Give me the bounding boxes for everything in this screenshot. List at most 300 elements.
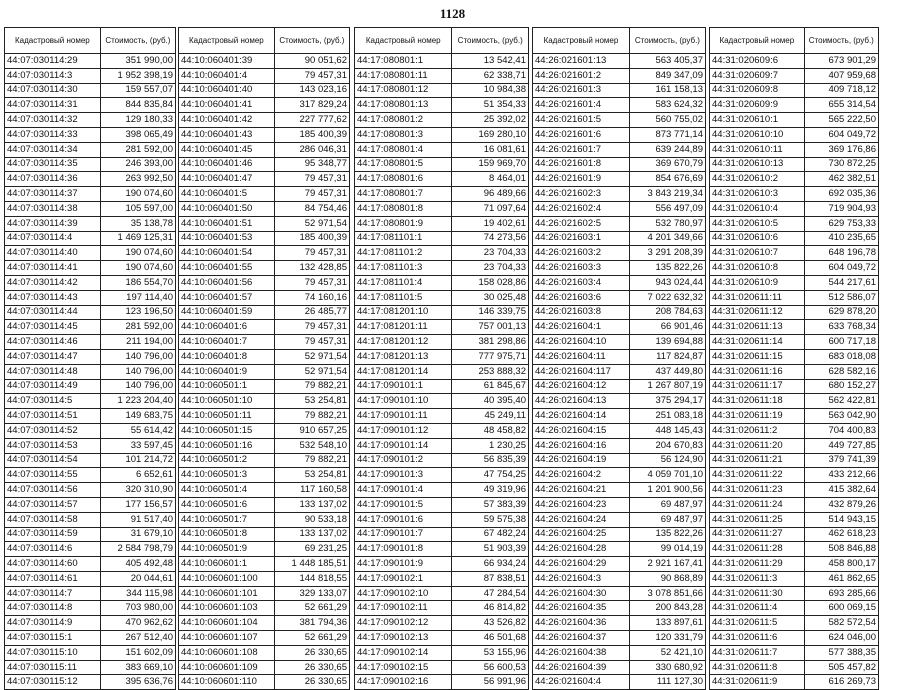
table-header-row [710, 28, 879, 54]
cadastral-number-cell: 44:07:030114:54 [5, 453, 101, 468]
cost-cell: 19 402,61 [452, 216, 529, 231]
cost-cell: 159 969,70 [452, 157, 529, 172]
table-row [710, 571, 879, 586]
cost-cell: 628 582,16 [804, 364, 878, 379]
table-row [533, 571, 706, 586]
cadastral-number-cell: 44:10:060401:4 [179, 68, 275, 83]
cadastral-number-cell: 44:10:060401:57 [179, 290, 275, 305]
table-row [355, 54, 529, 69]
table-row [355, 586, 529, 601]
table-row [5, 68, 176, 83]
table-row [533, 246, 706, 261]
cadastral-number-cell: 44:17:090101:11 [355, 409, 452, 424]
cost-cell: 383 669,10 [100, 660, 175, 675]
cadastral-number-cell: 44:10:060601:100 [179, 571, 275, 586]
table-row [5, 586, 176, 601]
table-row [533, 187, 706, 202]
cadastral-number-cell: 44:26:021604:29 [533, 557, 630, 572]
cadastral-number-cell: 44:10:060501:6 [179, 497, 275, 512]
table-row [5, 127, 176, 142]
cost-cell: 624 046,00 [804, 631, 878, 646]
cadastral-number-cell: 44:17:090101:7 [355, 527, 452, 542]
table-row [355, 616, 529, 631]
table-row [533, 157, 706, 172]
cost-cell: 117 160,58 [274, 483, 349, 498]
table-row [5, 409, 176, 424]
cost-cell: 208 784,63 [629, 305, 705, 320]
cadastral-number-cell: 44:17:090101:14 [355, 438, 452, 453]
cadastral-number-cell: 44:07:030114:47 [5, 349, 101, 364]
cost-cell: 33 597,45 [100, 438, 175, 453]
cadastral-number-cell: 44:17:080801:4 [355, 142, 452, 157]
table-row [355, 542, 529, 557]
cadastral-number-cell: 44:07:030114:41 [5, 261, 101, 276]
cost-table [532, 27, 706, 690]
cost-cell: 1 230,25 [452, 438, 529, 453]
cost-cell: 43 526,82 [452, 616, 529, 631]
table-row [5, 231, 176, 246]
table-row [5, 113, 176, 128]
cadastral-number-cell: 44:31:020611:18 [710, 394, 805, 409]
table-row [5, 527, 176, 542]
table-row [179, 305, 350, 320]
cost-cell: 512 586,07 [804, 290, 878, 305]
cadastral-number-cell: 44:17:081201:14 [355, 364, 452, 379]
cost-cell: 379 741,39 [804, 453, 878, 468]
table-row [533, 127, 706, 142]
cost-cell: 544 217,61 [804, 275, 878, 290]
table-row [355, 453, 529, 468]
table-row [533, 305, 706, 320]
cost-cell: 47 754,25 [452, 468, 529, 483]
cadastral-number-cell: 44:17:090101:1 [355, 379, 452, 394]
column-5 [709, 27, 879, 690]
cost-cell: 95 348,77 [274, 157, 349, 172]
cost-cell: 719 904,93 [804, 201, 878, 216]
cost-cell: 2 584 798,79 [100, 542, 175, 557]
cost-cell: 409 718,12 [804, 83, 878, 98]
cost-cell: 648 196,78 [804, 246, 878, 261]
cadastral-number-cell: 44:17:090101:12 [355, 423, 452, 438]
table-row [5, 83, 176, 98]
cadastral-number-cell: 44:07:030114:31 [5, 98, 101, 113]
table-row [710, 172, 879, 187]
cadastral-number-cell: 44:10:060601:101 [179, 586, 275, 601]
table-row [710, 231, 879, 246]
cadastral-number-cell: 44:10:060501:7 [179, 512, 275, 527]
cadastral-number-cell: 44:26:021604:15 [533, 423, 630, 438]
cadastral-number-cell: 44:31:020611:14 [710, 335, 805, 350]
cost-cell: 90 533,18 [274, 512, 349, 527]
table-row [533, 54, 706, 69]
cost-cell: 432 879,26 [804, 497, 878, 512]
cost-cell: 600 069,15 [804, 601, 878, 616]
cost-cell: 20 044,61 [100, 571, 175, 586]
cost-cell: 52 421,10 [629, 645, 705, 660]
table-row [5, 512, 176, 527]
cadastral-number-cell: 44:07:030114:45 [5, 320, 101, 335]
cadastral-number-cell: 44:07:030114:40 [5, 246, 101, 261]
table-row [5, 542, 176, 557]
table-row [5, 557, 176, 572]
cadastral-number-cell: 44:07:030114:8 [5, 601, 101, 616]
table-row [533, 453, 706, 468]
table-row [179, 320, 350, 335]
cost-cell: 449 727,85 [804, 438, 878, 453]
cadastral-number-cell: 44:26:021604:37 [533, 631, 630, 646]
cadastral-number-cell: 44:10:060401:55 [179, 261, 275, 276]
table-row [710, 290, 879, 305]
cadastral-number-cell: 44:07:030114:4 [5, 231, 101, 246]
cadastral-number-cell: 44:10:060501:9 [179, 542, 275, 557]
cost-cell: 854 676,69 [629, 172, 705, 187]
cost-cell: 730 872,25 [804, 157, 878, 172]
table-row [533, 601, 706, 616]
cadastral-number-cell: 44:07:030114:35 [5, 157, 101, 172]
cadastral-number-cell: 44:17:080801:5 [355, 157, 452, 172]
table-row [5, 261, 176, 276]
cadastral-number-cell: 44:26:021603:6 [533, 290, 630, 305]
cost-cell: 133 137,02 [274, 497, 349, 512]
table-row [355, 113, 529, 128]
table-row [710, 68, 879, 83]
table-row [710, 616, 879, 631]
cost-cell: 79 882,21 [274, 379, 349, 394]
cadastral-number-cell: 44:17:080801:13 [355, 98, 452, 113]
table-row [710, 216, 879, 231]
cadastral-number-cell: 44:26:021604:4 [533, 675, 630, 690]
cost-cell: 79 457,31 [274, 172, 349, 187]
cost-cell: 59 575,38 [452, 512, 529, 527]
cadastral-number-cell: 44:17:081101:3 [355, 261, 452, 276]
table-row [5, 275, 176, 290]
cadastral-number-cell: 44:07:030115:12 [5, 675, 101, 690]
table-row [355, 512, 529, 527]
cadastral-number-cell: 44:10:060601:109 [179, 660, 275, 675]
cadastral-number-cell: 44:17:081201:11 [355, 320, 452, 335]
cadastral-number-cell: 44:10:060401:40 [179, 83, 275, 98]
cost-cell: 177 156,57 [100, 497, 175, 512]
cadastral-number-cell: 44:10:060501:16 [179, 438, 275, 453]
column-3 [354, 27, 529, 690]
cost-cell: 3 291 208,39 [629, 246, 705, 261]
cadastral-number-cell: 44:26:021604:38 [533, 645, 630, 660]
cadastral-number-cell: 44:17:081201:12 [355, 335, 452, 350]
table-row [533, 172, 706, 187]
cadastral-number-cell: 44:17:081101:4 [355, 275, 452, 290]
cost-cell: 267 512,40 [100, 631, 175, 646]
cadastral-number-cell: 44:10:060401:53 [179, 231, 275, 246]
cadastral-number-cell: 44:07:030114:53 [5, 438, 101, 453]
column-1 [4, 27, 176, 690]
cadastral-number-cell: 44:07:030114:38 [5, 201, 101, 216]
table-row [179, 601, 350, 616]
cost-cell: 560 755,02 [629, 113, 705, 128]
table-row [179, 438, 350, 453]
cost-cell: 1 952 398,19 [100, 68, 175, 83]
cost-cell: 407 959,68 [804, 68, 878, 83]
cost-cell: 79 882,21 [274, 453, 349, 468]
cadastral-number-cell: 44:17:090102:15 [355, 660, 452, 675]
table-row [533, 98, 706, 113]
table-row [179, 246, 350, 261]
table-row [355, 320, 529, 335]
cost-cell: 185 400,39 [274, 127, 349, 142]
cost-cell: 1 469 125,31 [100, 231, 175, 246]
table-row [5, 216, 176, 231]
cadastral-number-cell: 44:26:021603:4 [533, 275, 630, 290]
cost-cell: 49 319,96 [452, 483, 529, 498]
table-row [5, 187, 176, 202]
cadastral-number-cell: 44:17:090102:13 [355, 631, 452, 646]
cadastral-number-cell: 44:17:090102:14 [355, 645, 452, 660]
table-row [179, 542, 350, 557]
table-row [179, 83, 350, 98]
table-row [710, 275, 879, 290]
table-row [179, 275, 350, 290]
table-row [355, 601, 529, 616]
table-row [5, 453, 176, 468]
cadastral-number-cell: 44:17:090102:10 [355, 586, 452, 601]
cadastral-number-cell: 44:26:021604:117 [533, 364, 630, 379]
table-row [533, 438, 706, 453]
header-cost: Стоимость, (руб.) [804, 28, 878, 54]
cost-cell: 532 548,10 [274, 438, 349, 453]
cadastral-number-cell: 44:26:021604:12 [533, 379, 630, 394]
cost-cell: 56 835,39 [452, 453, 529, 468]
cadastral-number-cell: 44:26:021604:28 [533, 542, 630, 557]
cost-cell: 317 829,24 [274, 98, 349, 113]
cadastral-number-cell: 44:31:020611:12 [710, 305, 805, 320]
table-row [5, 423, 176, 438]
cost-cell: 135 822,26 [629, 527, 705, 542]
cadastral-number-cell: 44:31:020610:5 [710, 216, 805, 231]
cadastral-number-cell: 44:07:030114:43 [5, 290, 101, 305]
cadastral-number-cell: 44:26:021603:3 [533, 261, 630, 276]
cadastral-number-cell: 44:07:030114:59 [5, 527, 101, 542]
table-row [533, 142, 706, 157]
cost-cell: 410 235,65 [804, 231, 878, 246]
cost-cell: 227 777,62 [274, 113, 349, 128]
cost-cell: 40 395,40 [452, 394, 529, 409]
cadastral-number-cell: 44:07:030114:55 [5, 468, 101, 483]
cost-cell: 703 980,00 [100, 601, 175, 616]
table-row [179, 172, 350, 187]
table-row [533, 675, 706, 690]
table-row [710, 438, 879, 453]
cost-cell: 673 901,29 [804, 54, 878, 69]
cost-cell: 158 028,86 [452, 275, 529, 290]
table-row [355, 68, 529, 83]
table-row [710, 261, 879, 276]
cost-cell: 79 457,31 [274, 68, 349, 83]
cadastral-number-cell: 44:10:060601:110 [179, 675, 275, 690]
table-row [5, 364, 176, 379]
cadastral-number-cell: 44:31:020611:4 [710, 601, 805, 616]
table-row [5, 379, 176, 394]
cost-table [178, 27, 350, 690]
cost-cell: 556 497,09 [629, 201, 705, 216]
cadastral-number-cell: 44:10:060401:5 [179, 187, 275, 202]
cadastral-number-cell: 44:26:021604:10 [533, 335, 630, 350]
cost-cell: 144 818,55 [274, 571, 349, 586]
cost-cell: 57 383,39 [452, 497, 529, 512]
table-row [533, 645, 706, 660]
table-row [355, 290, 529, 305]
table-row [710, 246, 879, 261]
cost-cell: 143 023,16 [274, 83, 349, 98]
cost-cell: 777 975,71 [452, 349, 529, 364]
cadastral-number-cell: 44:31:020611:7 [710, 645, 805, 660]
cadastral-number-cell: 44:31:020610:11 [710, 142, 805, 157]
table-row [179, 453, 350, 468]
table-row [355, 571, 529, 586]
table-row [533, 349, 706, 364]
cost-cell: 211 194,00 [100, 335, 175, 350]
cost-cell: 52 661,29 [274, 631, 349, 646]
table-row [5, 468, 176, 483]
cadastral-number-cell: 44:31:020611:23 [710, 483, 805, 498]
cost-cell: 79 882,21 [274, 409, 349, 424]
cost-cell: 505 457,82 [804, 660, 878, 675]
cost-cell: 437 449,80 [629, 364, 705, 379]
cost-cell: 562 422,81 [804, 394, 878, 409]
table-row [179, 468, 350, 483]
cadastral-number-cell: 44:07:030114:3 [5, 68, 101, 83]
table-row [179, 54, 350, 69]
table-row [355, 645, 529, 660]
table-row [5, 335, 176, 350]
cadastral-number-cell: 44:17:090101:10 [355, 394, 452, 409]
table-row [355, 468, 529, 483]
cost-cell: 375 294,17 [629, 394, 705, 409]
cost-cell: 281 592,00 [100, 142, 175, 157]
cost-cell: 96 489,66 [452, 187, 529, 202]
cost-cell: 3 078 851,66 [629, 586, 705, 601]
cadastral-number-cell: 44:10:060401:7 [179, 335, 275, 350]
cost-cell: 683 018,08 [804, 349, 878, 364]
cost-cell: 7 022 632,32 [629, 290, 705, 305]
cost-cell: 381 794,36 [274, 616, 349, 631]
table-row [355, 83, 529, 98]
cost-cell: 69 231,25 [274, 542, 349, 557]
table-row [710, 601, 879, 616]
cadastral-number-cell: 44:10:060401:46 [179, 157, 275, 172]
table-row [179, 157, 350, 172]
table-row [710, 349, 879, 364]
table-row [710, 586, 879, 601]
cost-cell: 253 888,32 [452, 364, 529, 379]
cadastral-number-cell: 44:31:020611:13 [710, 320, 805, 335]
cadastral-number-cell: 44:31:020611:29 [710, 557, 805, 572]
cost-cell: 185 400,39 [274, 231, 349, 246]
cadastral-number-cell: 44:26:021601:2 [533, 68, 630, 83]
table-row [5, 172, 176, 187]
table-row [710, 320, 879, 335]
cadastral-number-cell: 44:26:021604:36 [533, 616, 630, 631]
cadastral-number-cell: 44:17:080801:1 [355, 54, 452, 69]
cost-cell: 329 133,07 [274, 586, 349, 601]
cadastral-number-cell: 44:26:021602:4 [533, 201, 630, 216]
cadastral-number-cell: 44:26:021604:30 [533, 586, 630, 601]
cadastral-number-cell: 44:31:020611:17 [710, 379, 805, 394]
table-header-row [533, 28, 706, 54]
table-row [533, 660, 706, 675]
cadastral-number-cell: 44:31:020611:5 [710, 616, 805, 631]
cadastral-number-cell: 44:26:021601:7 [533, 142, 630, 157]
cadastral-number-cell: 44:31:020611:3 [710, 571, 805, 586]
header-cadastral-number: Кадастровый номер [355, 28, 452, 54]
table-row [179, 261, 350, 276]
cost-cell: 66 901,46 [629, 320, 705, 335]
table-row [710, 409, 879, 424]
cost-cell: 263 992,50 [100, 172, 175, 187]
cost-cell: 74 160,16 [274, 290, 349, 305]
table-row [533, 290, 706, 305]
header-cadastral-number: Кадастровый номер [533, 28, 630, 54]
cadastral-number-cell: 44:07:030114:46 [5, 335, 101, 350]
table-row [355, 246, 529, 261]
cadastral-number-cell: 44:10:060401:45 [179, 142, 275, 157]
cadastral-number-cell: 44:26:021602:3 [533, 187, 630, 202]
cadastral-number-cell: 44:17:080801:9 [355, 216, 452, 231]
cost-cell: 6 652,61 [100, 468, 175, 483]
table-row [5, 98, 176, 113]
table-row [710, 335, 879, 350]
table-row [355, 379, 529, 394]
table-row [5, 320, 176, 335]
cost-cell: 943 024,44 [629, 275, 705, 290]
cadastral-number-cell: 44:26:021604:1 [533, 320, 630, 335]
cost-cell: 67 482,24 [452, 527, 529, 542]
table-row [5, 246, 176, 261]
table-row [179, 483, 350, 498]
header-cost: Стоимость, (руб.) [629, 28, 705, 54]
cadastral-number-cell: 44:26:021601:5 [533, 113, 630, 128]
cadastral-number-cell: 44:07:030114:58 [5, 512, 101, 527]
cost-cell: 757 001,13 [452, 320, 529, 335]
table-row [179, 675, 350, 690]
cost-cell: 1 448 185,51 [274, 557, 349, 572]
cadastral-number-cell: 44:31:020611:21 [710, 453, 805, 468]
table-row [179, 231, 350, 246]
table-row [533, 394, 706, 409]
cadastral-number-cell: 44:17:090102:12 [355, 616, 452, 631]
cost-cell: 51 354,33 [452, 98, 529, 113]
table-row [355, 364, 529, 379]
table-row [5, 645, 176, 660]
cadastral-number-cell: 44:31:020610:8 [710, 261, 805, 276]
table-row [533, 557, 706, 572]
cost-cell: 151 602,09 [100, 645, 175, 660]
cost-cell: 146 339,75 [452, 305, 529, 320]
cadastral-number-cell: 44:26:021601:3 [533, 83, 630, 98]
cost-cell: 23 704,33 [452, 246, 529, 261]
table-row [5, 483, 176, 498]
cadastral-number-cell: 44:17:080801:7 [355, 187, 452, 202]
cadastral-number-cell: 44:26:021601:4 [533, 98, 630, 113]
cost-cell: 381 298,86 [452, 335, 529, 350]
cadastral-number-cell: 44:31:020609:7 [710, 68, 805, 83]
table-row [179, 187, 350, 202]
table-row [5, 349, 176, 364]
cadastral-number-cell: 44:31:020611:22 [710, 468, 805, 483]
table-row [710, 142, 879, 157]
cadastral-number-cell: 44:10:060401:39 [179, 54, 275, 69]
cost-cell: 514 943,15 [804, 512, 878, 527]
cost-cell: 69 487,97 [629, 497, 705, 512]
cadastral-number-cell: 44:07:030114:33 [5, 127, 101, 142]
